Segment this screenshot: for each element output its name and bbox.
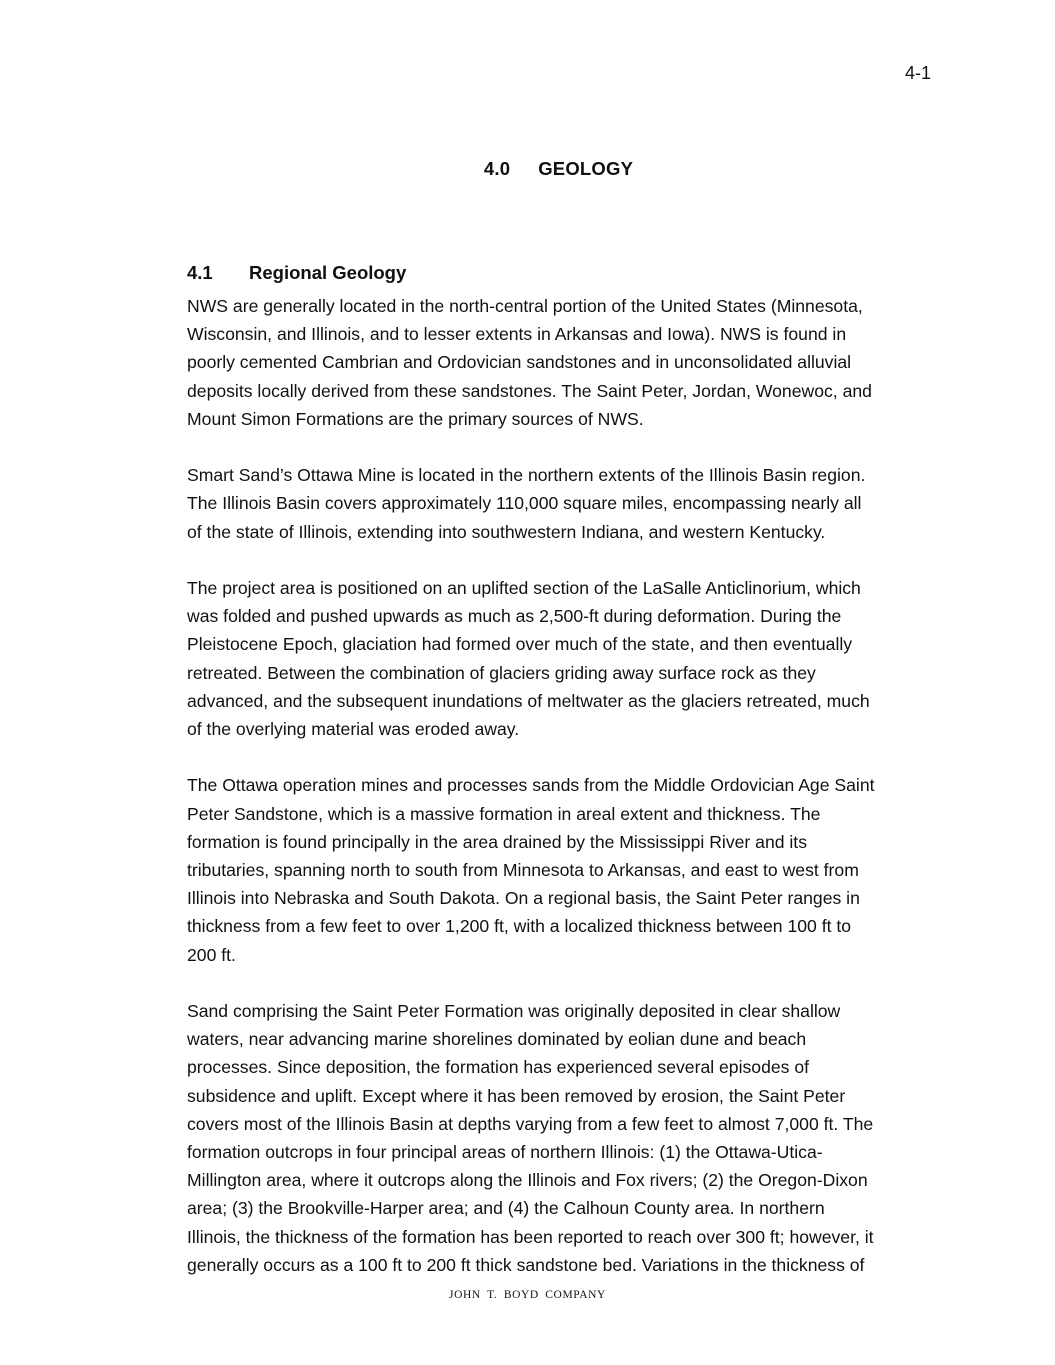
text-line: thickness from a few feet to over 1,200 ft, with a localized thickness between 100 ft to [187, 916, 852, 937]
section-title: Regional Geology [249, 262, 407, 283]
text-line: The Illinois Basin covers approximately 110,000 square miles, encompassing nearly all [187, 493, 862, 514]
section-number: 4.1 [187, 262, 213, 283]
chapter-title [0, 158, 1055, 180]
text-line: Smart Sand’s Ottawa Mine is located in the northern extents of the Illinois Basin region. [187, 465, 866, 486]
text-line: advanced, and the subsequent inundations of meltwater as the glaciers retreated, much [187, 690, 870, 711]
text-line: The Ottawa operation mines and processes sands from the Middle Ordovician Age Saint [187, 775, 875, 796]
text-line: processes. Since deposition, the formation has experienced several episodes of [187, 1057, 810, 1078]
text-line: Pleistocene Epoch, glaciation had formed over much of the state, and then eventually [187, 634, 853, 655]
text-line: Peter Sandstone, which is a massive formation in areal extent and thickness. The [187, 803, 821, 824]
paragraph [187, 292, 932, 433]
paragraph [187, 771, 932, 968]
paragraph [187, 574, 932, 743]
text-line: Sand comprising the Saint Peter Formation was originally deposited in clear shallow [187, 1001, 841, 1022]
text-line: tributaries, spanning north to south from Minnesota to Arkansas, and east to west from [187, 860, 859, 881]
text-line: subsidence and uplift. Except where it has been removed by erosion, the Saint Peter [187, 1085, 846, 1106]
text-line: of the overlying material was eroded away. [187, 719, 520, 740]
text-line: The project area is positioned on an uplifted section of the LaSalle Anticlinorium, which [187, 578, 861, 598]
text-line: deposits locally derived from these sandstones. The Saint Peter, Jordan, Wonewoc, and [187, 380, 872, 401]
text-line: NWS are generally located in the north-central portion of the United States (Minnesota, [187, 296, 863, 316]
text-line: poorly cemented Cambrian and Ordovician sandstones and in unconsolidated alluvial [187, 352, 852, 373]
text-line: Mount Simon Formations are the primary sources of NWS. [187, 408, 644, 429]
text-line: formation is found principally in the area drained by the Mississippi River and its [187, 831, 807, 852]
paragraph [187, 997, 932, 1279]
text-line: Illinois, the thickness of the formation has been reported to reach over 300 ft; however, it [187, 1226, 874, 1247]
section-heading [187, 262, 406, 284]
text-line: Illinois into Nebraska and South Dakota. On a regional basis, the Saint Peter ranges in [187, 888, 860, 909]
text-line: Millington area, where it outcrops along the Illinois and Fox rivers; (2) the Oregon-Dixon [187, 1170, 868, 1191]
chapter-name: GEOLOGY [538, 158, 634, 179]
text-line: waters, near advancing marine shorelines dominated by eolian dune and beach [187, 1029, 807, 1050]
paragraph [187, 461, 932, 546]
text-line: generally occurs as a 100 ft to 200 ft thick sandstone bed. Variations in the thickness of [187, 1254, 865, 1275]
text-line: area; (3) the Brookville-Harper area; and (4) the Calhoun County area. In northern [187, 1198, 825, 1219]
text-line: was folded and pushed upwards as much as 2,500-ft during deformation. During the [187, 606, 842, 627]
text-line: Wisconsin, and Illinois, and to lesser extents in Arkansas and Iowa). NWS is found in [187, 324, 847, 345]
body-text [187, 292, 932, 1307]
text-line: retreated. Between the combination of glaciers griding away surface rock as they [187, 662, 816, 683]
text-line: covers most of the Illinois Basin at depths varying from a few feet to almost 7,000 ft. The [187, 1113, 874, 1134]
text-line: 200 ft. [187, 944, 236, 965]
text-line: formation outcrops in four principal areas of northern Illinois: (1) the Ottawa-Utica- [187, 1142, 823, 1163]
chapter-number: 4.0 [483, 158, 511, 179]
page-number: 4-1 [904, 63, 931, 83]
text-line: of the state of Illinois, extending into southwestern Indiana, and western Kentucky. [187, 521, 826, 542]
page-footer: JOHN T. BOYD COMPANY [449, 1289, 606, 1301]
